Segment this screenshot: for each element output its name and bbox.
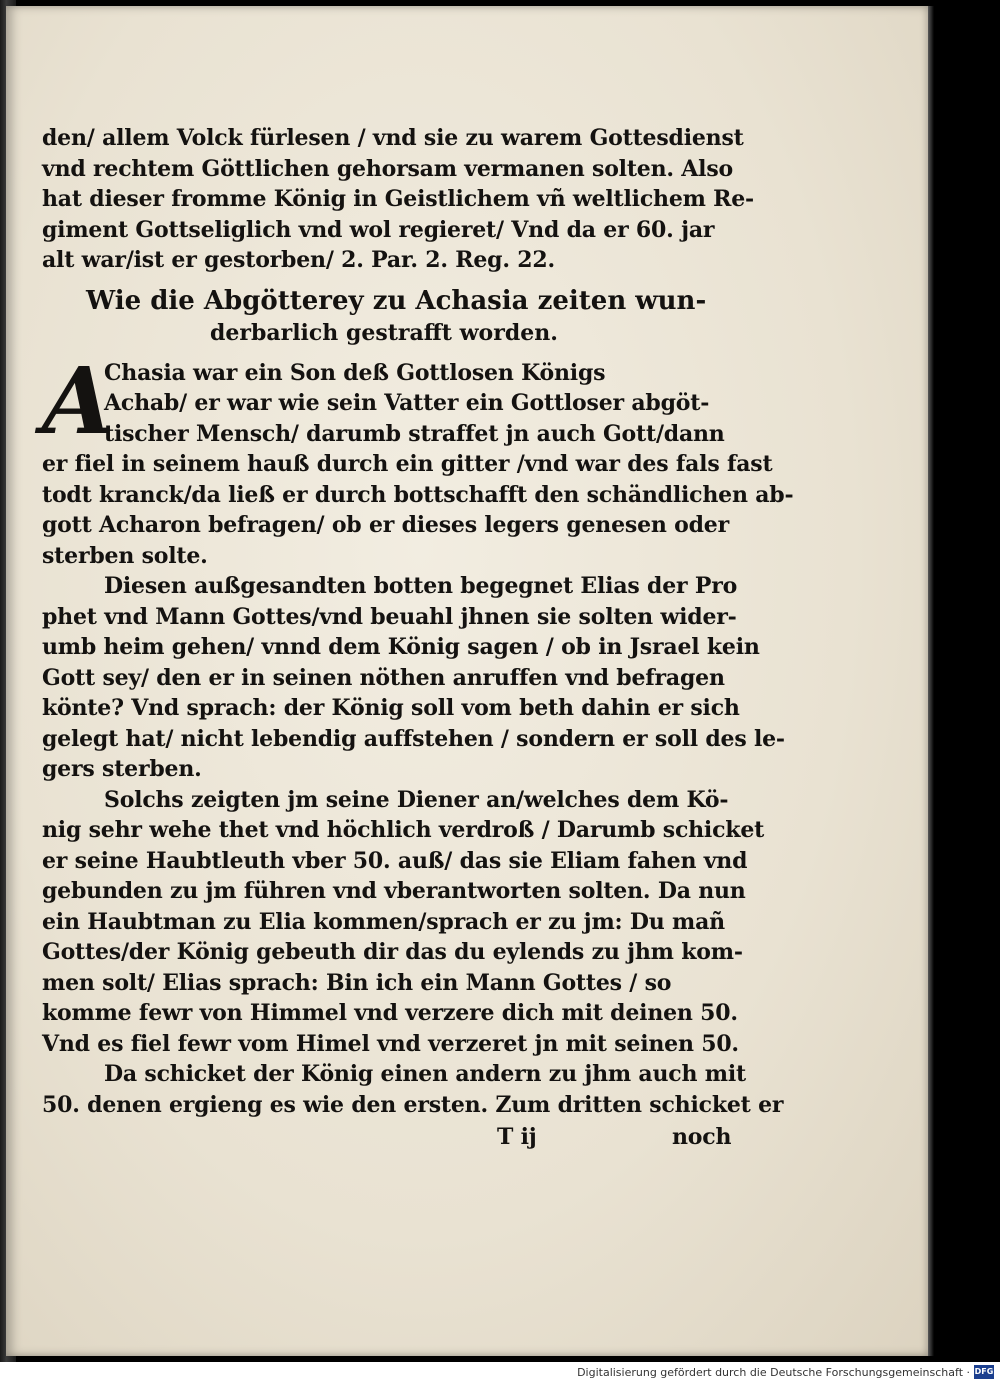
text-line: Gott sey/ den er in seinen nöthen anruffen vnd befragen	[42, 664, 725, 691]
text-line: todt kranck/da ließ er durch bottschafft den schändlichen ab-	[42, 481, 794, 508]
section-heading-continued: derbarlich gestrafft worden.	[210, 319, 558, 346]
text-line: Gottes/der König gebeuth dir das du eylends zu jhm kom-	[42, 939, 743, 965]
text-line: giment Gottseliglich vnd wol regieret/ Vnd da er 60. jar	[42, 216, 715, 243]
dfg-logo: DFG	[974, 1365, 994, 1379]
text-line: sterben solte.	[42, 542, 208, 569]
text-line: gebunden zu jm führen vnd vberantworten solten. Da nun	[42, 878, 746, 904]
catchword: noch	[672, 1124, 732, 1150]
text-line: Achab/ er war wie sein Vatter ein Gottloser abgöt-	[104, 390, 710, 416]
text-line: alt war/ist er gestorben/ 2. Par. 2. Reg. 22.	[42, 247, 555, 273]
text-line: men solt/ Elias sprach: Bin ich ein Mann Gottes / so	[42, 969, 672, 996]
text-line: ein Haubtman zu Elia kommen/sprach er zu jm: Du mañ	[42, 908, 725, 935]
text-line: phet vnd Mann Gottes/vnd beuahl jhnen sie solten wider-	[42, 603, 737, 630]
text-line: umb heim gehen/ vnnd dem König sagen / ob in Jsrael kein	[42, 634, 760, 660]
funding-credit: Digitalisierung gefördert durch die Deutsche Forschungsgemeinschaft ·	[577, 1366, 970, 1379]
signature-mark: T ij	[497, 1124, 537, 1150]
text-line: den/ allem Volck fürlesen / vnd sie zu warem Gottesdienst	[42, 125, 744, 151]
text-line: könte? Vnd sprach: der König soll vom beth dahin er sich	[42, 695, 740, 721]
text-line: Vnd es fiel fewr vom Himel vnd verzeret jn mit seinen 50.	[42, 1030, 739, 1057]
text-line: Chasia war ein Son deß Gottlosen Königs	[104, 359, 606, 386]
text-line: Diesen außgesandten botten begegnet Elias der Pro	[104, 573, 738, 599]
text-line: gers sterben.	[42, 756, 202, 782]
text-line: er fiel in seinem hauß durch ein gitter /vnd war des fals fast	[42, 451, 773, 477]
text-line: gott Acharon befragen/ ob er dieses legers genesen oder	[42, 512, 729, 538]
text-line: Solchs zeigten jm seine Diener an/welches dem Kö-	[104, 786, 729, 813]
text-line: nig sehr wehe thet vnd höchlich verdroß / Darumb schicket	[42, 817, 765, 843]
text-line: hat dieser fromme König in Geistlichem vñ weltlichem Re-	[42, 186, 754, 212]
text-line: 50. denen ergieng es wie den ersten. Zum dritten schicket er	[42, 1091, 784, 1118]
text-line: vnd rechtem Göttlichen gehorsam vermanen solten. Also	[42, 155, 733, 182]
page-edge	[928, 6, 934, 1356]
drop-initial: A	[42, 346, 114, 455]
text-line: er seine Haubtleuth vber 50. auß/ das sie Eliam fahen vnd	[42, 847, 748, 874]
book-page	[6, 6, 928, 1356]
text-line: tischer Mensch/ darumb straffet jn auch Gott/dann	[104, 420, 725, 447]
footer-bar	[0, 1362, 1000, 1384]
text-line: Da schicket der König einen andern zu jhm auch mit	[104, 1061, 746, 1087]
section-heading: Wie die Abgötterey zu Achasia zeiten wun-	[86, 285, 707, 316]
text-line: gelegt hat/ nicht lebendig auffstehen / sondern er soll des le-	[42, 725, 785, 752]
text-line: komme fewr von Himmel vnd verzere dich mit deinen 50.	[42, 1000, 738, 1026]
